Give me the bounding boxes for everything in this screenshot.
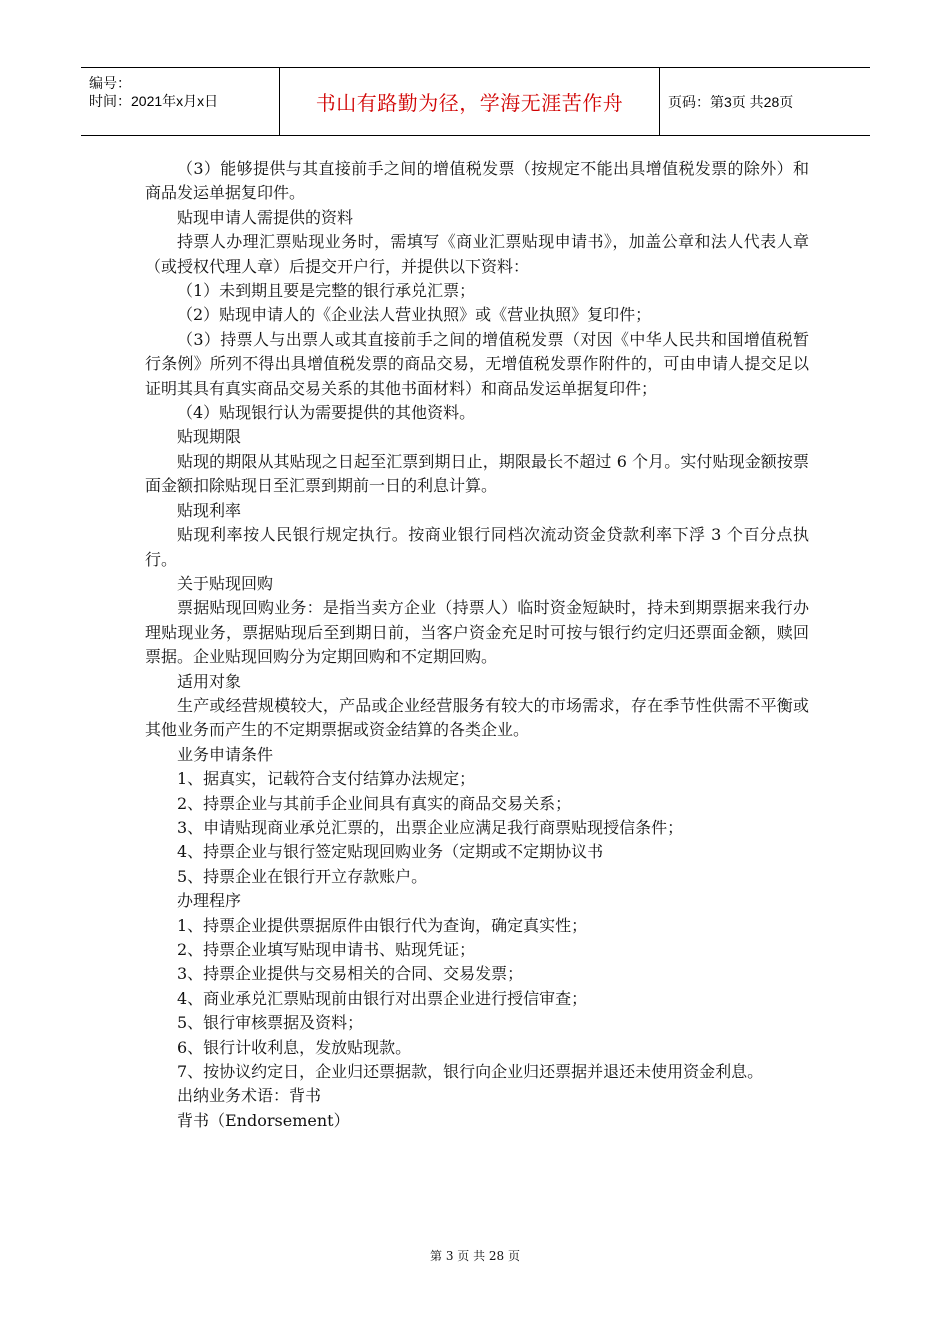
header-page-info: 页码：第3页 共28页 [668, 93, 794, 110]
body-paragraph: 出纳业务术语：背书 [177, 1086, 322, 1106]
body-paragraph: 贴现的期限从其贴现之日起至汇票到期日止，期限最长不超过 6 个月。实付贴现金额按票面金额扣除贴现日至汇票到期前一日的利息计算。 [145, 451, 809, 496]
body-paragraph: 背书（Endorsement） [177, 1110, 350, 1130]
body-paragraph: 办理程序 [177, 891, 242, 911]
body-paragraph: （3）持票人与出票人或其直接前手之间的增值税发票（对因《中华人民共和国增值税暂行条例》所列不得出具增值税发票的商品交易，无增值税发票作附件的，可由申请人提交足以证明其具有真实商品交易关系的其他书面材料）和商品发运单据复印件； [145, 329, 809, 398]
time-label: 时间：2021年x月x日 [89, 93, 219, 109]
body-paragraph: 2、持票企业与其前手企业间具有真实的商品交易关系； [177, 793, 572, 813]
body-paragraph: 关于贴现回购 [177, 573, 274, 593]
body-paragraph: （4）贴现银行认为需要提供的其他资料。 [177, 403, 476, 423]
page-header [81, 67, 870, 136]
header-meta [81, 68, 280, 135]
body-paragraph: 贴现利率 [177, 500, 242, 520]
body-paragraph: 适用对象 [177, 671, 242, 691]
body-paragraph: （2）贴现申请人的《企业法人营业执照》或《营业执照》复印件； [177, 305, 652, 325]
body-paragraph: 贴现申请人需提供的资料 [177, 207, 354, 227]
body-paragraph: 2、持票企业填写贴现申请书、贴现凭证； [177, 940, 476, 959]
body-paragraph: 业务申请条件 [177, 744, 274, 764]
body-paragraph: （3）能够提供与其直接前手之间的增值税发票（按规定不能出具增值税发票的除外）和商品发运单据复印件。 [145, 159, 809, 203]
body-paragraph: 票据贴现回购业务：是指当卖方企业（持票人）临时资金短缺时，持未到期票据来我行办理贴现业务，票据贴现后至到期日前，当客户资金充足时可按与银行约定归还票面金额，赎回票据。企业贴现回购分为定期回购和不定期回购。 [145, 598, 809, 667]
body-paragraph: 6、银行计收利息，发放贴现款。 [177, 1037, 412, 1057]
body-paragraph: 7、按协议约定日，企业归还票据款，银行向企业归还票据并退还未使用资金利息。 [177, 1062, 764, 1082]
body-paragraph: 5、银行审核票据及资料； [177, 1013, 364, 1033]
document-body [145, 157, 809, 1133]
body-paragraph: 贴现利率按人民银行规定执行。按商业银行同档次流动资金贷款利率下浮 3 个百分点执行。 [145, 525, 809, 569]
body-paragraph: 5、持票企业在银行开立存款账户。 [177, 866, 428, 886]
body-paragraph: 3、持票企业提供与交易相关的合同、交易发票； [177, 964, 524, 984]
body-paragraph: 生产或经营规模较大，产品或企业经营服务有较大的市场需求，存在季节性供需不平衡或其他业务而产生的不定期票据或资金结算的各类企业。 [145, 695, 809, 740]
body-paragraph: 4、持票企业与银行签定贴现回购业务（定期或不定期协议书 [177, 842, 604, 862]
body-paragraph: 1、持票企业提供票据原件由银行代为查询，确定真实性； [177, 915, 588, 935]
body-paragraph: （1）未到期且要是完整的银行承兑汇票； [177, 281, 476, 301]
page-footer: 第 3 页 共 28 页 [430, 1249, 520, 1263]
number-label: 编号： [89, 75, 131, 91]
header-motto: 书山有路勤为径，学海无涯苦作舟 [280, 68, 660, 135]
body-paragraph: 持票人办理汇票贴现业务时，需填写《商业汇票贴现申请书》，加盖公章和法人代表人章（或授权代理人章）后提交开户行，并提供以下资料： [145, 232, 809, 276]
body-paragraph: 4、商业承兑汇票贴现前由银行对出票企业进行授信审查； [177, 988, 588, 1008]
body-paragraph: 1、据真实，记载符合支付结算办法规定； [177, 769, 476, 789]
body-paragraph: 贴现期限 [177, 427, 242, 447]
body-paragraph: 3、申请贴现商业承兑汇票的，出票企业应满足我行商票贴现授信条件； [177, 817, 684, 837]
